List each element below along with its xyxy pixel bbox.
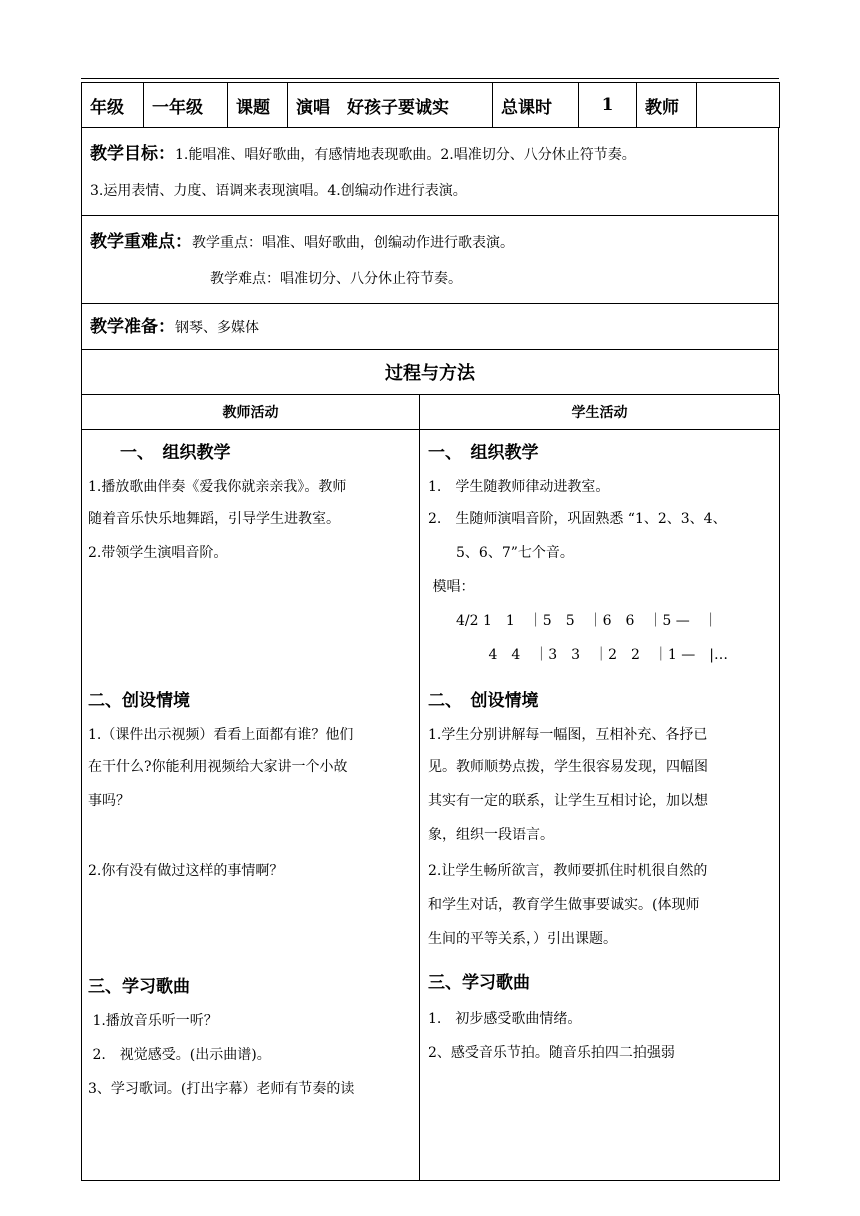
key-points-line1: 教学重点：唱准、唱好歌曲，创编动作进行歌表演。 [192, 235, 514, 251]
goals-section [82, 128, 779, 216]
activity-table [81, 394, 780, 1181]
teacher-section3-title: 三、学习歌曲 [88, 977, 190, 997]
goals-label: 教学目标： [90, 144, 175, 164]
grade-value: 一年级 [144, 83, 228, 128]
teacher-s3-line1: 1.播放音乐听一听？ [88, 1013, 218, 1029]
student-s1-line3: 5、6、7”七个音。 [428, 545, 574, 561]
hours-value: 1 [579, 83, 637, 128]
student-s3-line1: 1. 初步感受歌曲情绪。 [428, 1011, 582, 1027]
student-s1-notation-line1: 4/2 1 1 ｜5 5 ｜6 6 ｜5 — ｜ [428, 613, 718, 629]
student-s1-notation-line2: 4 4 ｜3 3 ｜2 2 ｜1 — |… [428, 647, 728, 663]
student-s2-line1: 1.学生分别讲解每一幅图，互相补充、各抒已 [428, 727, 708, 743]
teacher-s2-line2: 在干什么?你能利用视频给大家讲一个小故 [88, 759, 348, 775]
key-points-label: 教学重难点： [90, 232, 192, 252]
student-s2-line3: 其实有一定的联系，让学生互相讨论，加以想 [428, 793, 708, 809]
teacher-s2-line3: 事吗？ [88, 793, 130, 809]
teacher-section2-title: 二、创设情境 [88, 691, 190, 711]
teacher-label: 教师 [637, 83, 697, 128]
prep-value: 钢琴、多媒体 [175, 320, 259, 336]
grade-label: 年级 [82, 83, 144, 128]
student-activity-column [420, 430, 780, 1181]
student-s2-line4: 象，组织一段语言。 [428, 827, 554, 843]
teacher-s2-line1: 1.（课件出示视频）看看上面都有谁？他们 [88, 727, 354, 743]
goals-line1: 1.能唱准、唱好歌曲，有感情地表现歌曲。2.唱准切分、八分休止符节奏。 [175, 147, 636, 163]
key-points-line2: 教学难点：唱准切分、八分休止符节奏。 [210, 271, 462, 287]
prep-section [82, 304, 779, 350]
student-activity-heading: 学生活动 [420, 395, 780, 430]
teacher-s3-line2: 2. 视觉感受。(出示曲谱)。 [88, 1047, 271, 1063]
teacher-activity-column [82, 430, 420, 1181]
student-s2-line7: 生间的平等关系，）引出课题。 [428, 931, 617, 947]
process-title: 过程与方法 [82, 350, 779, 395]
teacher-value [697, 83, 780, 128]
teacher-activity-heading: 教师活动 [82, 395, 420, 430]
student-section3-title: 三、学习歌曲 [428, 973, 530, 993]
teacher-s2-line4: 2.你有没有做过这样的事情啊？ [88, 863, 284, 879]
student-s1-line2: 2. 生随师演唱音阶，巩固熟悉 “1、2、3、4、 [428, 511, 727, 527]
topic-label: 课题 [228, 83, 288, 128]
teacher-section1-title: 一、 组织教学 [120, 443, 231, 463]
student-s1-line1: 1. 学生随教师律动进教室。 [428, 479, 610, 495]
teacher-s1-line1: 1.播放歌曲伴奏《爱我你就亲亲我》。教师 [88, 479, 347, 495]
info-table [81, 127, 779, 395]
topic-value: 演唱 好孩子要诚实 [288, 83, 493, 128]
teacher-s1-line2: 随着音乐快乐地舞蹈，引导学生进教室。 [88, 511, 340, 527]
student-section1-title: 一、 组织教学 [428, 443, 539, 463]
goals-line2: 3.运用表情、力度、语调来表现演唱。4.创编动作进行表演。 [90, 183, 467, 199]
student-section2-title: 二、 创设情境 [428, 691, 539, 711]
student-s2-line6: 和学生对话，教育学生做事要诚实。(体现师 [428, 897, 700, 913]
header-table [81, 82, 780, 128]
student-s2-line2: 见。教师顺势点拨，学生很容易发现，四幅图 [428, 759, 708, 775]
student-s1-line4: 模唱： [428, 579, 475, 595]
hours-label: 总课时 [493, 83, 579, 128]
lesson-plan [81, 82, 779, 1181]
top-rule [81, 78, 779, 79]
student-s3-line2: 2、感受音乐节拍。随音乐拍四二拍强弱 [428, 1045, 675, 1061]
teacher-s3-line3: 3、学习歌词。(打出字幕）老师有节奏的读 [88, 1081, 355, 1097]
student-s2-line5: 2.让学生畅所欲言，教师要抓住时机很自然的 [428, 863, 708, 879]
key-points-section [82, 216, 779, 304]
prep-label: 教学准备： [90, 317, 175, 337]
teacher-s1-line3: 2.带领学生演唱音阶。 [88, 545, 228, 561]
